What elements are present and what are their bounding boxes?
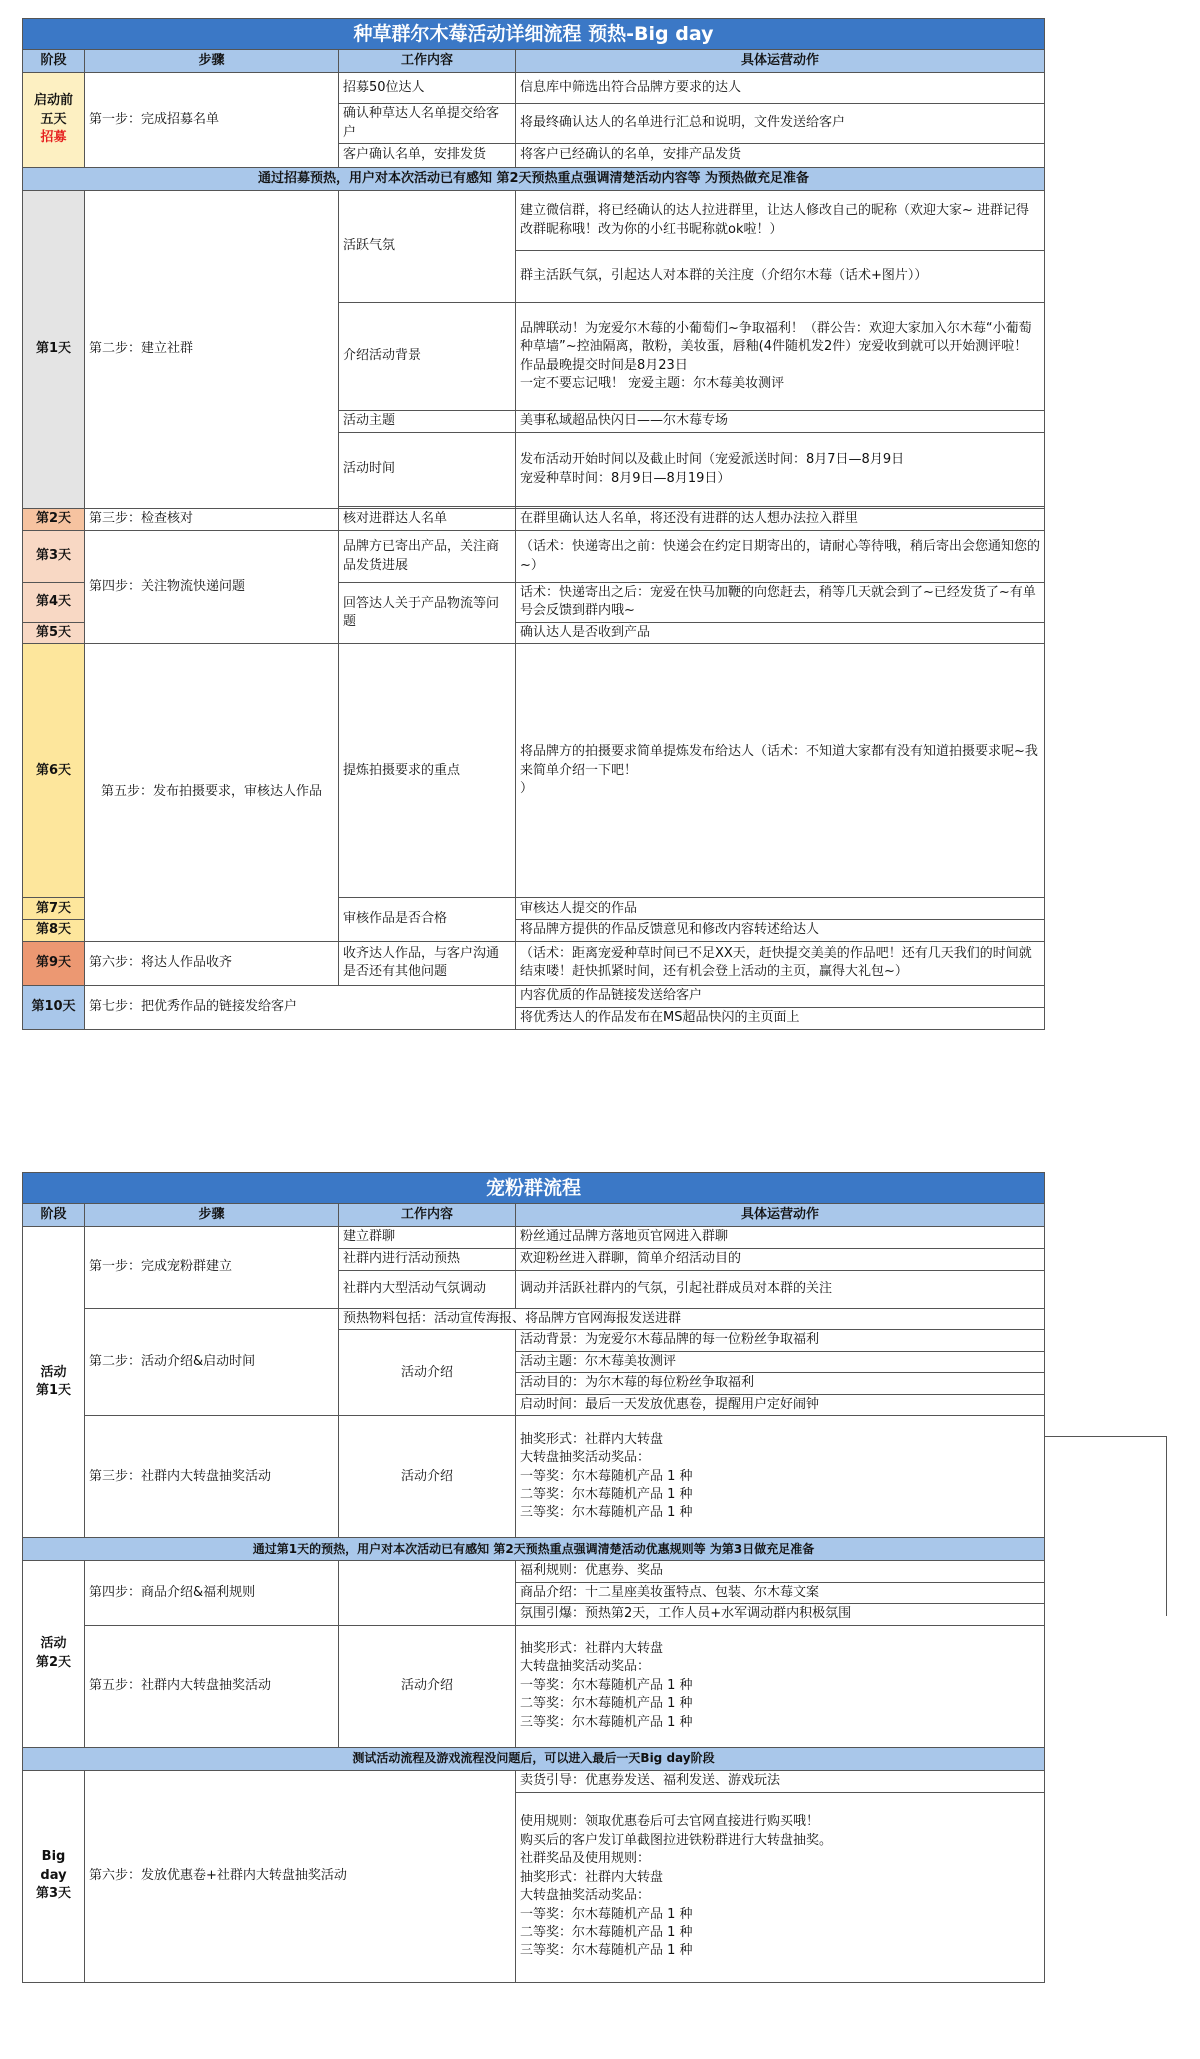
stage-activity-day-1 (23, 1227, 85, 1538)
action-cell: 活动背景：为宠爱尔木莓品牌的每一位粉丝争取福利 (516, 1330, 1045, 1351)
action-cell: （话术：距离宠爱种草时间已不足XX天，赶快提交美美的作品吧！还有几天我们的时间就结束喽！赶快抓紧时间，还有机会登上活动的主页，赢得大礼包~） (516, 941, 1045, 985)
action-cell: 将最终确认达人的名单进行汇总和说明，文件发送给客户 (516, 104, 1045, 144)
work-cell: 提炼拍摄要求的重点 (339, 644, 516, 898)
step-cell: 第三步：社群内大转盘抽奖活动 (85, 1416, 339, 1538)
stage-day-7: 第7天 (23, 898, 85, 920)
table-title: 宠粉群流程 (23, 1173, 1045, 1204)
step-cell: 第二步：活动介绍&启动时间 (85, 1309, 339, 1416)
header-step: 步骤 (85, 50, 339, 73)
stage-day-8: 第8天 (23, 920, 85, 941)
action-cell: 将品牌方提供的作品反馈意见和修改内容转述给达人 (516, 920, 1045, 941)
stage-big-day-3 (23, 1770, 85, 1982)
action-cell: 内容优质的作品链接发送给客户 (516, 985, 1045, 1007)
step-cell: 第五步：社群内大转盘抽奖活动 (85, 1625, 339, 1747)
action-cell: 审核达人提交的作品 (516, 898, 1045, 920)
work-cell: 活动介绍 (339, 1330, 516, 1416)
action-cell: 预热物料包括：活动宣传海报、将品牌方官网海报发送进群 (339, 1309, 1045, 1330)
band-row: 通过招募预热，用户对本次活动已有感知 第2天预热重点强调清楚活动内容等 为预热做充足准备 (23, 168, 1045, 191)
seeding-flow-table (22, 18, 1045, 1030)
stage-pre-launch (23, 73, 85, 168)
work-cell: 收齐达人作品，与客户沟通是否还有其他问题 (339, 941, 516, 985)
action-cell: 确认达人是否收到产品 (516, 622, 1045, 643)
stage-recruit-label: 招募 (40, 130, 67, 146)
stage-line: 五天 (40, 111, 67, 127)
action-cell: 将优秀达人的作品发布在MS超品快闪的主页面上 (516, 1007, 1045, 1029)
step-cell: 第四步：商品介绍&福利规则 (85, 1561, 339, 1625)
header-stage: 阶段 (23, 1204, 85, 1227)
action-cell: 群主活跃气氛，引起达人对本群的关注度（介绍尔木莓（话术+图片）） (516, 251, 1045, 303)
band-row: 通过第1天的预热，用户对本次活动已有感知 第2天预热重点强调清楚活动优惠规则等 为第3日做充足准备 (23, 1538, 1045, 1561)
action-cell: 卖货引导：优惠券发送、福利发送、游戏玩法 (516, 1770, 1045, 1792)
stage-line: 启动前 (33, 93, 73, 109)
action-cell: 发布活动开始时间以及截止时间（宠爱派送时间：8月7日—8月9日 宠爱种草时间：8月9日—8月19日） (516, 433, 1045, 507)
work-cell: 活动介绍 (339, 1625, 516, 1747)
stage-line: 活动 (40, 1636, 67, 1652)
action-cell: 抽奖形式：社群内大转盘 大转盘抽奖活动奖品： 一等奖：尔木莓随机产品 1 种 二等奖：尔木莓随机产品 1 种 三等奖：尔木莓随机产品 1 种 (516, 1416, 1045, 1538)
work-cell: 确认种草达人名单提交给客户 (339, 104, 516, 144)
step-cell: 第四步：关注物流快递问题 (85, 531, 339, 644)
step-cell: 第一步：完成招募名单 (85, 73, 339, 168)
action-cell: 抽奖形式：社群内大转盘 大转盘抽奖活动奖品： 一等奖：尔木莓随机产品 1 种 二等奖：尔木莓随机产品 1 种 三等奖：尔木莓随机产品 1 种 (516, 1625, 1045, 1747)
action-cell: 氛围引爆：预热第2天，工作人员+水军调动群内积极氛围 (516, 1604, 1045, 1625)
work-cell-empty (339, 1561, 516, 1625)
stage-line: 第1天 (35, 1383, 72, 1399)
header-work: 工作内容 (339, 1204, 516, 1227)
action-cell: 调动并活跃社群内的气氛，引起社群成员对本群的关注 (516, 1271, 1045, 1309)
stage-line: 第3天 (35, 1886, 72, 1902)
action-cell: 建立微信群，将已经确认的达人拉进群里，让达人修改自己的昵称（欢迎大家~ 进群记得改群昵称哦！改为你的小红书昵称就ok啦！） (516, 191, 1045, 251)
work-cell: 品牌方已寄出产品，关注商品发货进展 (339, 531, 516, 583)
header-action: 具体运营动作 (516, 50, 1045, 73)
action-cell: 粉丝通过品牌方落地页官网进入群聊 (516, 1227, 1045, 1249)
stray-border-horizontal (1044, 1436, 1166, 1437)
stray-border-vertical (1166, 1436, 1167, 1616)
step-cell: 第五步：发布拍摄要求，审核达人作品 (85, 644, 339, 941)
step-cell: 第六步：将达人作品收齐 (85, 941, 339, 985)
fan-group-flow-table (22, 1172, 1045, 1983)
stage-activity-day-2 (23, 1561, 85, 1747)
action-cell: 商品介绍：十二星座美妆蛋特点、包装、尔木莓文案 (516, 1582, 1045, 1603)
action-cell: 将客户已经确认的名单，安排产品发货 (516, 144, 1045, 168)
action-cell: 话术：快递寄出之后：宠爱在快马加鞭的向您赶去，稍等几天就会到了~已经发货了~有单号会反馈到群内哦~ (516, 583, 1045, 623)
action-cell: 在群里确认达人名单，将还没有进群的达人想办法拉入群里 (516, 509, 1045, 531)
stage-day-6: 第6天 (23, 644, 85, 898)
action-cell: 福利规则：优惠券、奖品 (516, 1561, 1045, 1582)
work-cell: 回答达人关于产品物流等问题 (339, 583, 516, 644)
stage-day-3: 第3天 (23, 531, 85, 583)
stage-day-5: 第5天 (23, 622, 85, 643)
action-cell: 使用规则：领取优惠卷后可去官网直接进行购买哦！ 购买后的客户发订单截图拉进铁粉群进行大转盘抽奖。 社群奖品及使用规则： 抽奖形式：社群内大转盘 大转盘抽奖活动奖品： 一等奖：尔木莓随机产品 1 种 二等奖：尔木莓随机产品 1 种 三等奖：尔木莓随机产品 1 种 (516, 1792, 1045, 1982)
work-cell: 社群内大型活动气氛调动 (339, 1271, 516, 1309)
step-cell: 第三步：检查核对 (85, 509, 339, 531)
stage-day-10: 第10天 (23, 985, 85, 1029)
work-cell: 客户确认名单，安排发货 (339, 144, 516, 168)
action-cell: 美事私域超品快闪日——尔木莓专场 (516, 411, 1045, 433)
action-cell: 活动主题：尔木莓美妆测评 (516, 1351, 1045, 1372)
work-cell: 介绍活动背景 (339, 303, 516, 411)
work-cell: 审核作品是否合格 (339, 898, 516, 941)
work-cell: 社群内进行活动预热 (339, 1249, 516, 1271)
stage-day-4: 第4天 (23, 583, 85, 623)
action-cell: 将品牌方的拍摄要求简单提炼发布给达人（话术：不知道大家都有没有知道拍摄要求呢~我来简单介绍一下吧！ ） (516, 644, 1045, 898)
header-action: 具体运营动作 (516, 1204, 1045, 1227)
action-cell: （话术：快递寄出之前：快递会在约定日期寄出的，请耐心等待哦，稍后寄出会您通知您的~） (516, 531, 1045, 583)
work-cell: 建立群聊 (339, 1227, 516, 1249)
header-step: 步骤 (85, 1204, 339, 1227)
work-cell: 活动主题 (339, 411, 516, 433)
stage-day-9: 第9天 (23, 941, 85, 985)
work-cell: 活动时间 (339, 433, 516, 507)
stage-line: day (40, 1867, 67, 1883)
stage-day-1: 第1天 (23, 191, 85, 509)
action-cell: 启动时间：最后一天发放优惠卷，提醒用户定好闹钟 (516, 1394, 1045, 1415)
stage-line: 第2天 (35, 1654, 72, 1670)
stage-line: Big (41, 1849, 66, 1865)
header-stage: 阶段 (23, 50, 85, 73)
step-cell: 第二步：建立社群 (85, 191, 339, 509)
table-title: 种草群尔木莓活动详细流程 预热-Big day (23, 19, 1045, 50)
action-cell: 欢迎粉丝进入群聊，简单介绍活动目的 (516, 1249, 1045, 1271)
work-cell: 核对进群达人名单 (339, 509, 516, 531)
step-cell: 第七步：把优秀作品的链接发给客户 (85, 985, 516, 1029)
step-cell: 第一步：完成宠粉群建立 (85, 1227, 339, 1309)
band-row: 测试活动流程及游戏流程没问题后，可以进入最后一天Big day阶段 (23, 1747, 1045, 1770)
work-cell: 活跃气氛 (339, 191, 516, 303)
stage-line: 活动 (40, 1364, 67, 1380)
stage-day-2: 第2天 (23, 509, 85, 531)
action-cell: 信息库中筛选出符合品牌方要求的达人 (516, 73, 1045, 104)
action-cell: 活动目的：为尔木莓的每位粉丝争取福利 (516, 1373, 1045, 1394)
work-cell: 招募50位达人 (339, 73, 516, 104)
action-cell: 品牌联动！为宠爱尔木莓的小葡萄们~争取福利！（群公告：欢迎大家加入尔木莓“小葡萄种草墙”~控油隔离，散粉，美妆蛋，唇釉(4件随机发2件）宠爱收到就可以开始测评啦！ 作品最晚提交时间是8月23日 一定不要忘记哦！ 宠爱主题：尔木莓美妆测评 (516, 303, 1045, 411)
header-work: 工作内容 (339, 50, 516, 73)
work-cell: 活动介绍 (339, 1416, 516, 1538)
step-cell: 第六步：发放优惠卷+社群内大转盘抽奖活动 (85, 1770, 516, 1982)
